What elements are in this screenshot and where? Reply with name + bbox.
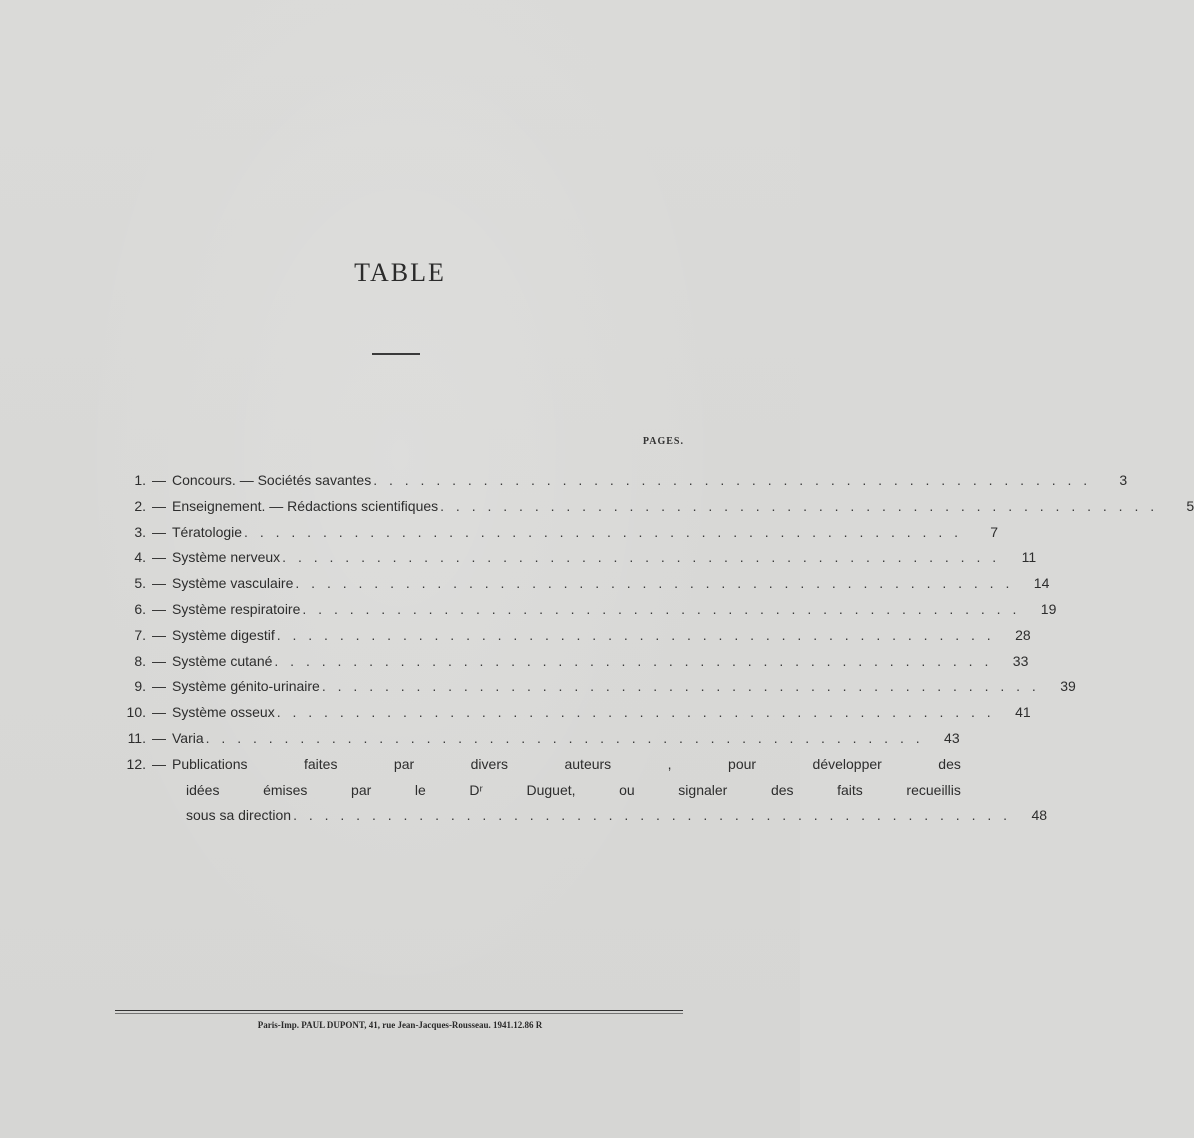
entry-dash: — — [152, 600, 166, 617]
footer-rule-secondary — [115, 1013, 683, 1014]
entry-number: 2. — [134, 497, 146, 514]
entry-page-number: 41 — [1015, 704, 1031, 721]
entry-label: Système nerveux — [172, 549, 281, 566]
entry-number: 5. — [134, 575, 146, 592]
entry-label: Système cutané — [172, 652, 273, 669]
entry-page-number: 28 — [1015, 626, 1031, 643]
entry-number: 9. — [134, 678, 146, 695]
toc-entry — [112, 726, 960, 752]
entry-number: 7. — [134, 626, 146, 643]
entry-number: 3. — [134, 523, 146, 540]
toc-entry — [112, 468, 1128, 494]
entry-label: Système génito-urinaire — [172, 678, 320, 695]
entry-page-number: 33 — [1012, 652, 1029, 669]
entry-dash: — — [152, 575, 166, 592]
entry-dash: — — [152, 626, 166, 643]
dot-leader: . . . . . . . . . . . . . . . . . . . . . . . . . . . . . . . . . . . . . . . . . . . . . . — [205, 729, 924, 746]
toc-entry-multiline — [112, 752, 1048, 829]
printer-imprint: Paris-Imp. PAUL DUPONT, 41, rue Jean-Jacques-Rousseau. 1941.12.86 R — [257, 1020, 543, 1030]
entry-number: 6. — [134, 600, 146, 617]
toc-entry — [112, 649, 1029, 675]
dot-leader: . . . . . . . . . . . . . . . . . . . . . . . . . . . . . . . . . . . . . . . . . . . . . . — [244, 523, 963, 540]
dot-leader: . . . . . . . . . . . . . . . . . . . . . . . . . . . . . . . . . . . . . . . . . . . . . . — [282, 549, 1001, 566]
entry-dash: — — [152, 472, 166, 488]
entry-page-number: 48 — [1031, 807, 1048, 824]
dot-leader: . . . . . . . . . . . . . . . . . . . . . . . . . . . . . . . . . . . . . . . . . . . . . . — [440, 497, 1159, 514]
entry-label: Système digestif — [172, 626, 275, 643]
entry-number: 10. — [126, 704, 146, 721]
dot-leader: . . . . . . . . . . . . . . . . . . . . . . . . . . . . . . . . . . . . . . . . . . . . . . — [276, 704, 995, 721]
entry-number: 1. — [134, 472, 146, 488]
entry-dash: — — [152, 652, 166, 669]
entry-text-block — [172, 752, 1048, 829]
dot-leader: . . . . . . . . . . . . . . . . . . . . . . . . . . . . . . . . . . . . . . . . . . . . . . — [276, 626, 995, 643]
entry-line-3: sous sa direction — [186, 807, 292, 824]
entry-number: 12. — [126, 755, 146, 772]
entry-page-number: 39 — [1060, 678, 1076, 695]
pages-column-header: PAGES. — [642, 436, 684, 447]
toc-entry — [112, 597, 1057, 623]
entry-label: Système respiratoire — [172, 600, 301, 617]
entry-page-number: 14 — [1033, 575, 1050, 592]
entry-number: 11. — [127, 729, 146, 746]
entry-number: 8. — [134, 652, 146, 669]
toc-entry — [112, 520, 999, 546]
page-title: TABLE — [354, 258, 446, 287]
entry-page-number: 7 — [990, 523, 999, 540]
entry-line-3-row — [172, 803, 1048, 829]
toc-entry — [112, 494, 1194, 520]
toc-entry — [112, 545, 1037, 571]
entry-number: 4. — [134, 549, 146, 566]
entry-label: Système vasculaire — [172, 575, 294, 592]
entry-label: Enseignement. — Rédactions scientifiques — [172, 497, 439, 514]
entry-page-number: 11 — [1021, 549, 1037, 566]
entry-page-number: 3 — [1119, 472, 1128, 488]
entry-label: Système osseux — [172, 704, 275, 721]
entry-page-number: 5 — [1186, 497, 1194, 514]
dot-leader: . . . . . . . . . . . . . . . . . . . . . . . . . . . . . . . . . . . . . . . . . . . . . . — [302, 600, 1021, 617]
title-divider — [372, 353, 420, 355]
toc-entry — [112, 700, 1031, 726]
entry-label: Concours. — Sociétés savantes — [172, 472, 372, 488]
dot-leader: . . . . . . . . . . . . . . . . . . . . . . . . . . . . . . . . . . . . . . . . . . . . . . — [293, 807, 1012, 824]
entry-dash: — — [152, 704, 166, 721]
entry-label: Varia — [172, 729, 204, 746]
entry-dash: — — [152, 729, 166, 746]
entry-line-1: Publications faites par divers auteurs , pour développer des — [172, 755, 961, 772]
entry-page-number: 43 — [944, 729, 960, 746]
toc-entry — [112, 674, 1076, 700]
dot-leader: . . . . . . . . . . . . . . . . . . . . . . . . . . . . . . . . . . . . . . . . . . . . . . — [373, 472, 1092, 488]
toc-entry — [112, 571, 1050, 597]
dot-leader: . . . . . . . . . . . . . . . . . . . . . . . . . . . . . . . . . . . . . . . . . . . . . . — [295, 575, 1014, 592]
dot-leader: . . . . . . . . . . . . . . . . . . . . . . . . . . . . . . . . . . . . . . . . . . . . . . — [274, 652, 993, 669]
entry-page-number: 19 — [1040, 600, 1057, 617]
entry-dash: — — [152, 755, 166, 772]
entry-dash: — — [152, 497, 166, 514]
footer-rule — [115, 1010, 683, 1011]
entry-dash: — — [152, 549, 166, 566]
table-of-contents — [112, 468, 1194, 829]
entry-line-2: idées émises par le Dʳ Duguet, ou signaler des faits recueillis — [186, 781, 961, 798]
dot-leader: . . . . . . . . . . . . . . . . . . . . . . . . . . . . . . . . . . . . . . . . . . . . . . — [321, 678, 1040, 695]
entry-dash: — — [152, 523, 166, 540]
entry-label: Tératologie — [172, 523, 243, 540]
toc-entry — [112, 623, 1031, 649]
entry-dash: — — [152, 678, 166, 695]
